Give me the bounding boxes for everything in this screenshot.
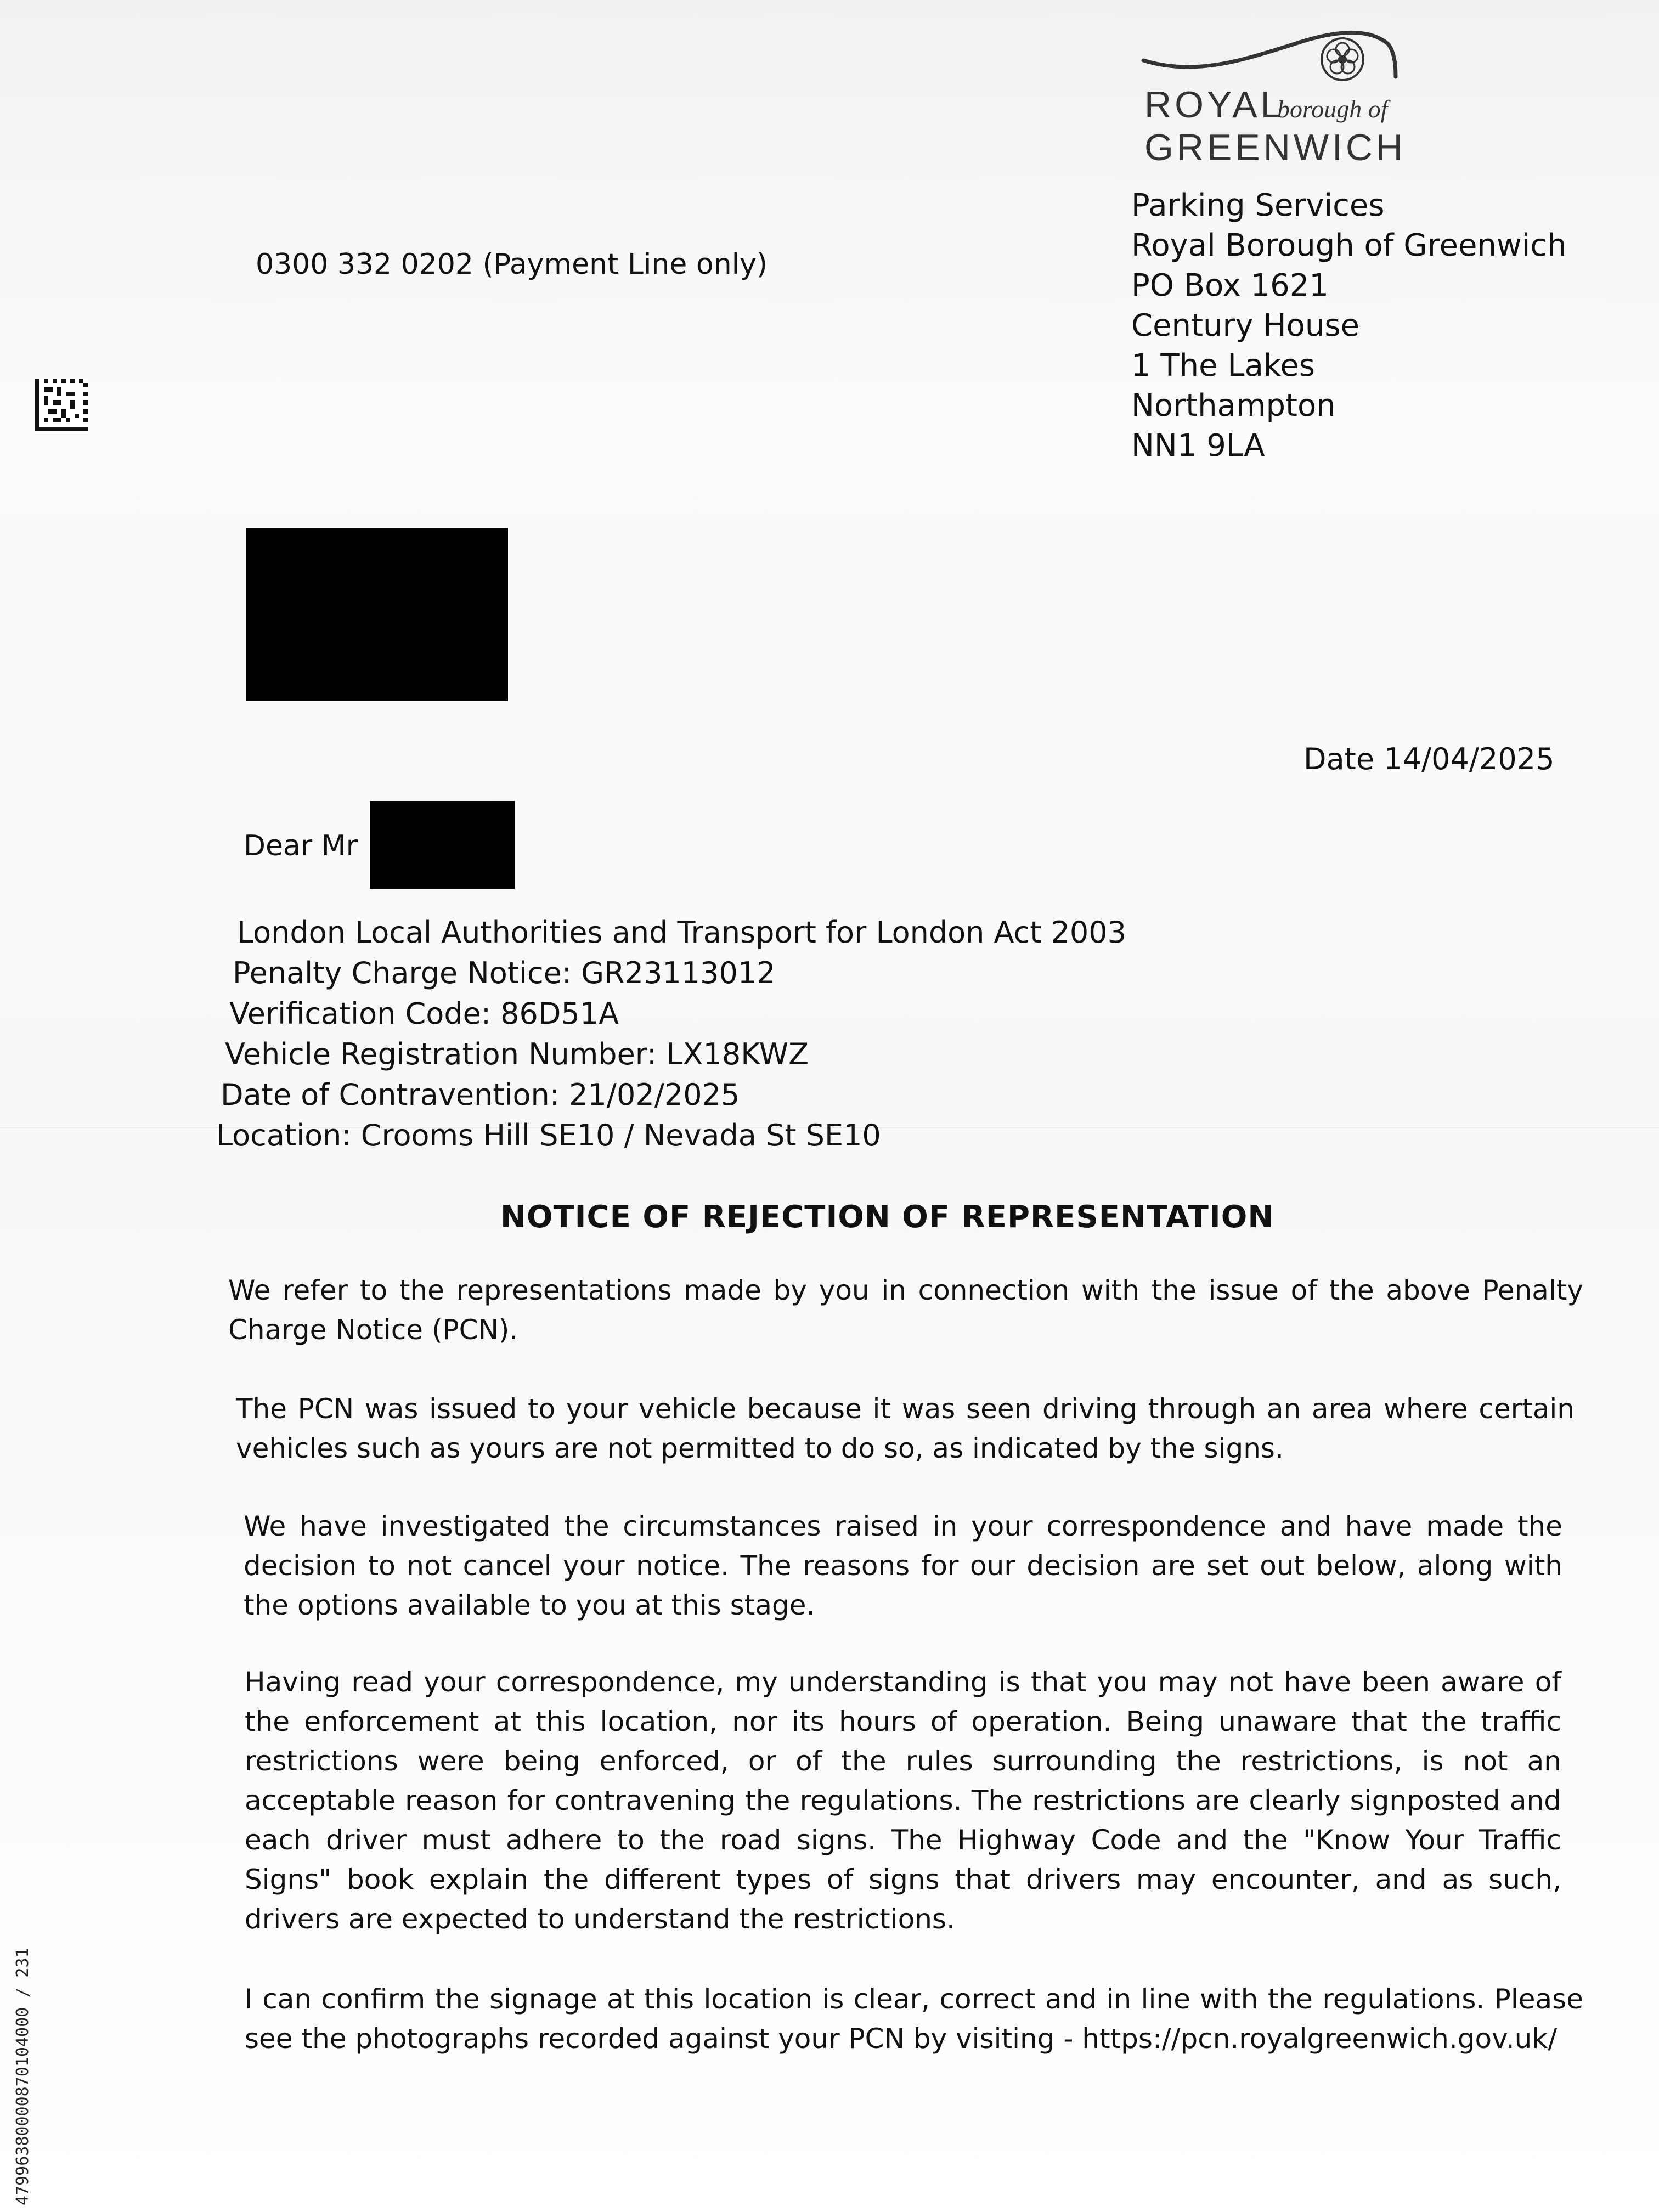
salutation: Dear Mr [244, 830, 358, 862]
ref-verification-code: Verification Code: 86D51A [229, 996, 619, 1031]
body-paragraph: We have investigated the circumstances raised in your correspondence and have made the decision to not cancel your notice. The reasons for our decision are set out below, along with the options available to you at this stage. [244, 1510, 1562, 1621]
ref-act: London Local Authorities and Transport for London Act 2003 [237, 915, 1127, 950]
datamatrix-code-icon [35, 379, 88, 431]
council-logo [1136, 22, 1421, 168]
body-paragraph: We refer to the representations made by you in connection with the issue of the above Penalty Charge Notice (PCN). [228, 1274, 1583, 1346]
sender-address [1131, 185, 1567, 466]
ref-pcn-number: Penalty Charge Notice: GR23113012 [233, 956, 776, 990]
logo-greenwich-text: GREENWICH [1144, 127, 1407, 168]
ref-vehicle-registration: Vehicle Registration Number: LX18KWZ [225, 1037, 809, 1071]
address-line: Parking Services [1131, 188, 1385, 223]
address-line: Century House [1131, 308, 1359, 343]
body-paragraph: I can confirm the signage at this location is clear, correct and in line with the regulations. Please see the photographs recorded against your PCN by visiting - https://pcn.royalgreenwich.gov.uk/ [245, 1983, 1583, 2055]
body-paragraph: Having read your correspondence, my understanding is that you may not have been aware of the enforcement at this location, nor its hours of operation. Being unaware that the traffic restrictions were being enforced, or of the rules surrounding the restrictions, is not an acceptable reason for contravening the regulations. The restrictions are clearly signposted and each driver must adhere to the road signs. The Highway Code and the "Know Your Traffic Signs" book explain the different types of signs that drivers may encounter, and as such, drivers are expected to understand the restrictions. [245, 1666, 1561, 1935]
address-line: PO Box 1621 [1131, 268, 1329, 303]
logo-royal-text: ROYAL [1144, 84, 1285, 126]
address-line: Royal Borough of Greenwich [1131, 228, 1567, 263]
address-line: NN1 9LA [1131, 428, 1265, 464]
notice-heading: NOTICE OF REJECTION OF REPRESENTATION [500, 1199, 1274, 1235]
ref-contravention-date: Date of Contravention: 21/02/2025 [221, 1077, 740, 1112]
ref-location: Location: Crooms Hill SE10 / Nevada St SE10 [216, 1118, 881, 1153]
address-line: Northampton [1131, 388, 1336, 424]
redacted-recipient-address [246, 528, 508, 701]
letter-date: Date 14/04/2025 [1304, 742, 1555, 776]
tudor-rose-icon [1319, 36, 1365, 82]
redacted-recipient-name [370, 801, 515, 889]
logo-borough-of-text: borough of [1277, 95, 1388, 123]
address-line: 1 The Lakes [1131, 348, 1315, 383]
payment-phone-line: 0300 332 0202 (Payment Line only) [256, 248, 768, 281]
body-paragraph: The PCN was issued to your vehicle because it was seen driving through an area where certain vehicles such as yours are not permitted to do so, as indicated by the signs. [236, 1393, 1575, 1464]
side-reference-number: 47996380000870104000 / 231 [13, 1948, 32, 2205]
